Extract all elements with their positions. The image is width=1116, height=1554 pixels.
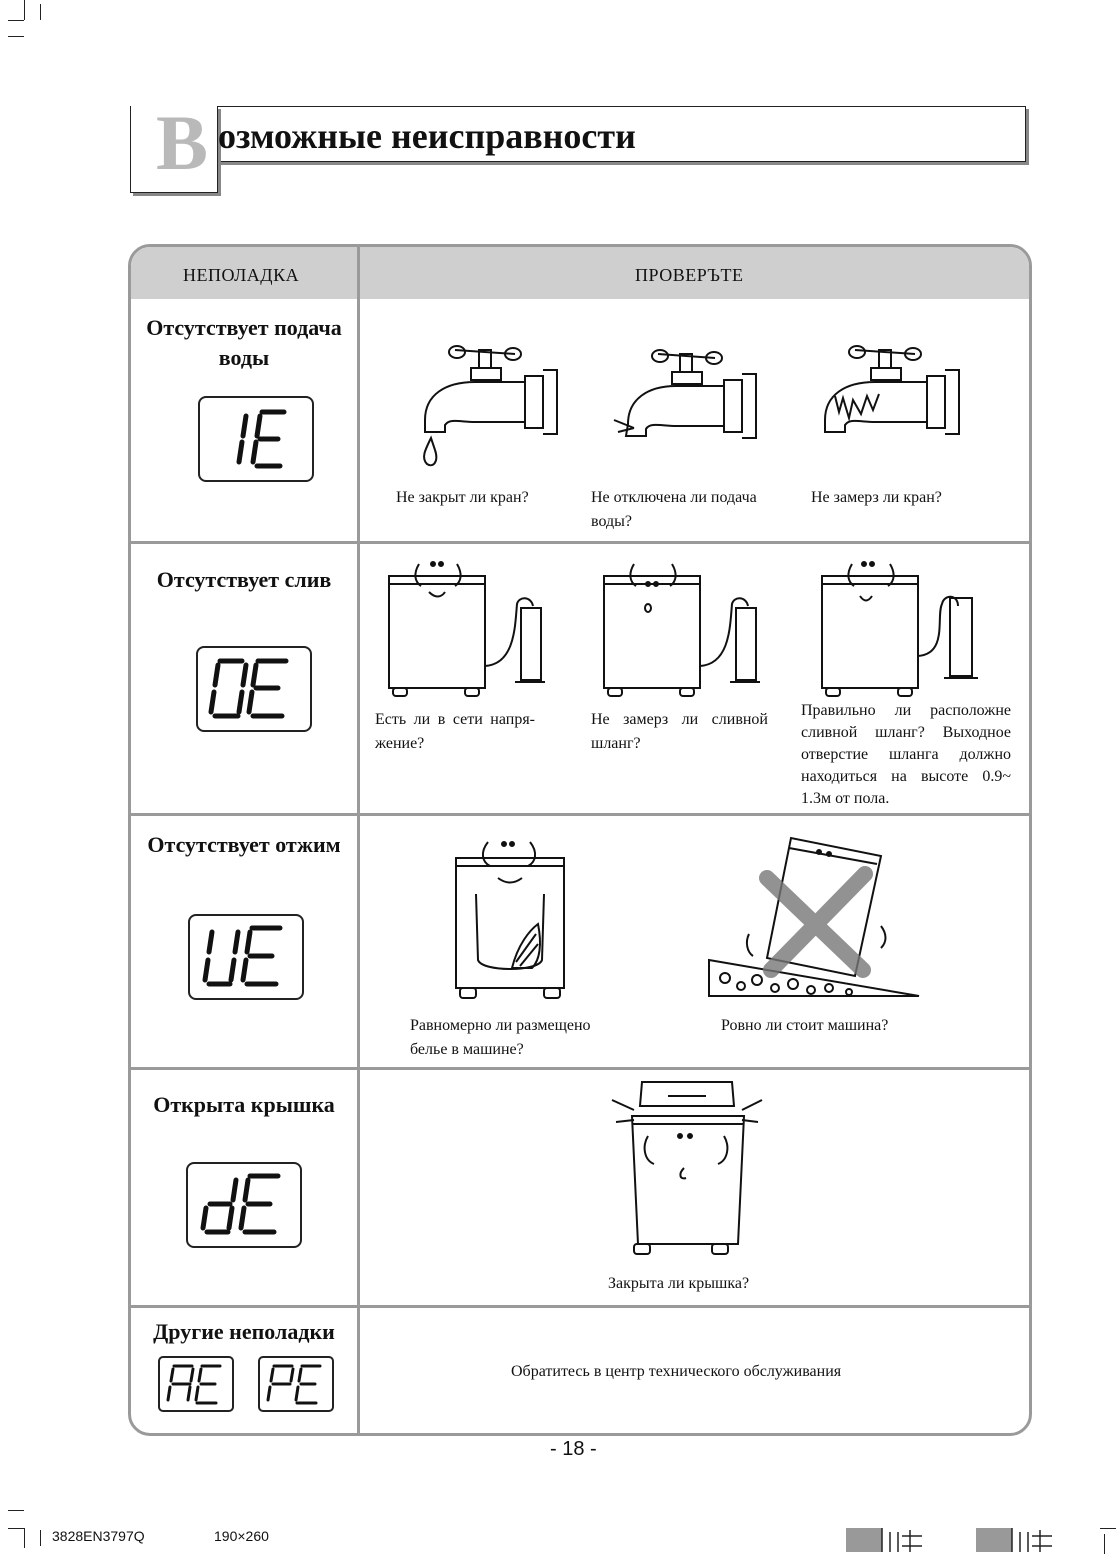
crop-mark xyxy=(8,36,24,37)
problem-other: Другие неполадки xyxy=(153,1319,335,1344)
check-hose-frozen: Не замерз ли сливной шланг? xyxy=(591,711,768,752)
check-faucet-frozen: Не замерз ли кран? xyxy=(811,489,942,506)
error-code-UE xyxy=(190,916,302,998)
title-initial: В xyxy=(156,99,209,186)
table-header xyxy=(131,247,1029,299)
error-code-display xyxy=(198,396,314,482)
crop-mark xyxy=(24,1528,25,1548)
crop-mark xyxy=(8,1510,24,1511)
check-hose-position: Правильно ли расположне сливной шланг? Выходное отверстие шланга должно находиться на высоте 0.9~ 1.3м от пола. xyxy=(801,702,1011,807)
check-load-balance: Равномерно ли размещено белье в машине? xyxy=(410,1017,591,1058)
washer-hose-height-illustration xyxy=(818,556,983,696)
washer-uneven-load-illustration xyxy=(452,834,572,1004)
row-divider xyxy=(131,813,1029,816)
crop-mark xyxy=(40,4,41,20)
error-code-AE xyxy=(160,1358,232,1410)
registration-mark-icon xyxy=(976,1526,1056,1552)
washer-not-level-illustration xyxy=(705,830,925,1005)
check-service-center: Обратитесь в центр технического обслуживания xyxy=(511,1363,842,1380)
page-number: - 18 - xyxy=(550,1438,597,1460)
header-problem: НЕПОЛАДКА xyxy=(183,265,300,285)
error-code-IE xyxy=(200,398,312,480)
paper-size: 190×260 xyxy=(214,1528,269,1544)
washer-frozen-hose-illustration xyxy=(600,556,765,696)
header-check: ПРОВЕРЪТЕ xyxy=(635,265,744,285)
washer-drain-hose-illustration xyxy=(385,556,550,696)
doc-code: 3828EN3797Q xyxy=(52,1528,145,1544)
check-faucet-closed: Не закрыт ли кран? xyxy=(396,489,529,506)
problem-no-water: Отсутствует подача воды xyxy=(146,315,342,370)
problem-no-drain: Отсутствует слив xyxy=(156,567,332,592)
registration-mark-icon xyxy=(846,1526,926,1552)
crop-mark xyxy=(8,20,24,21)
page-title: озможные неисправности xyxy=(218,116,636,156)
error-code-display xyxy=(188,914,304,1000)
check-power: Есть ли в сети напря-жение? xyxy=(375,711,535,752)
error-code-PE xyxy=(260,1358,332,1410)
error-code-display xyxy=(186,1162,302,1248)
row-divider xyxy=(131,1067,1029,1070)
problem-lid-open: Открыта крышка xyxy=(153,1092,335,1117)
column-divider xyxy=(357,247,360,1433)
check-level: Ровно ли стоит машина? xyxy=(721,1017,889,1034)
error-code-dE xyxy=(188,1164,300,1246)
crop-mark xyxy=(8,1528,24,1529)
faucet-frozen-illustration xyxy=(815,340,975,440)
crop-mark xyxy=(24,0,25,20)
error-code-display xyxy=(196,646,312,732)
crop-mark xyxy=(40,1530,41,1546)
error-code-display xyxy=(258,1356,334,1412)
error-code-display xyxy=(158,1356,234,1412)
crop-mark xyxy=(1104,1534,1105,1554)
check-water-supply: Не отключена ли подача воды? xyxy=(591,489,757,530)
row-divider xyxy=(131,1305,1029,1308)
faucet-tied-illustration xyxy=(600,344,765,444)
check-lid-closed: Закрыта ли крышка? xyxy=(608,1275,750,1292)
crop-mark xyxy=(1100,1528,1116,1529)
error-code-OE xyxy=(198,648,310,730)
row-divider xyxy=(131,541,1029,544)
problem-no-spin: Отсутствует отжим xyxy=(147,832,341,857)
washer-lid-open-illustration xyxy=(608,1076,768,1266)
faucet-dripping-illustration xyxy=(405,340,565,480)
